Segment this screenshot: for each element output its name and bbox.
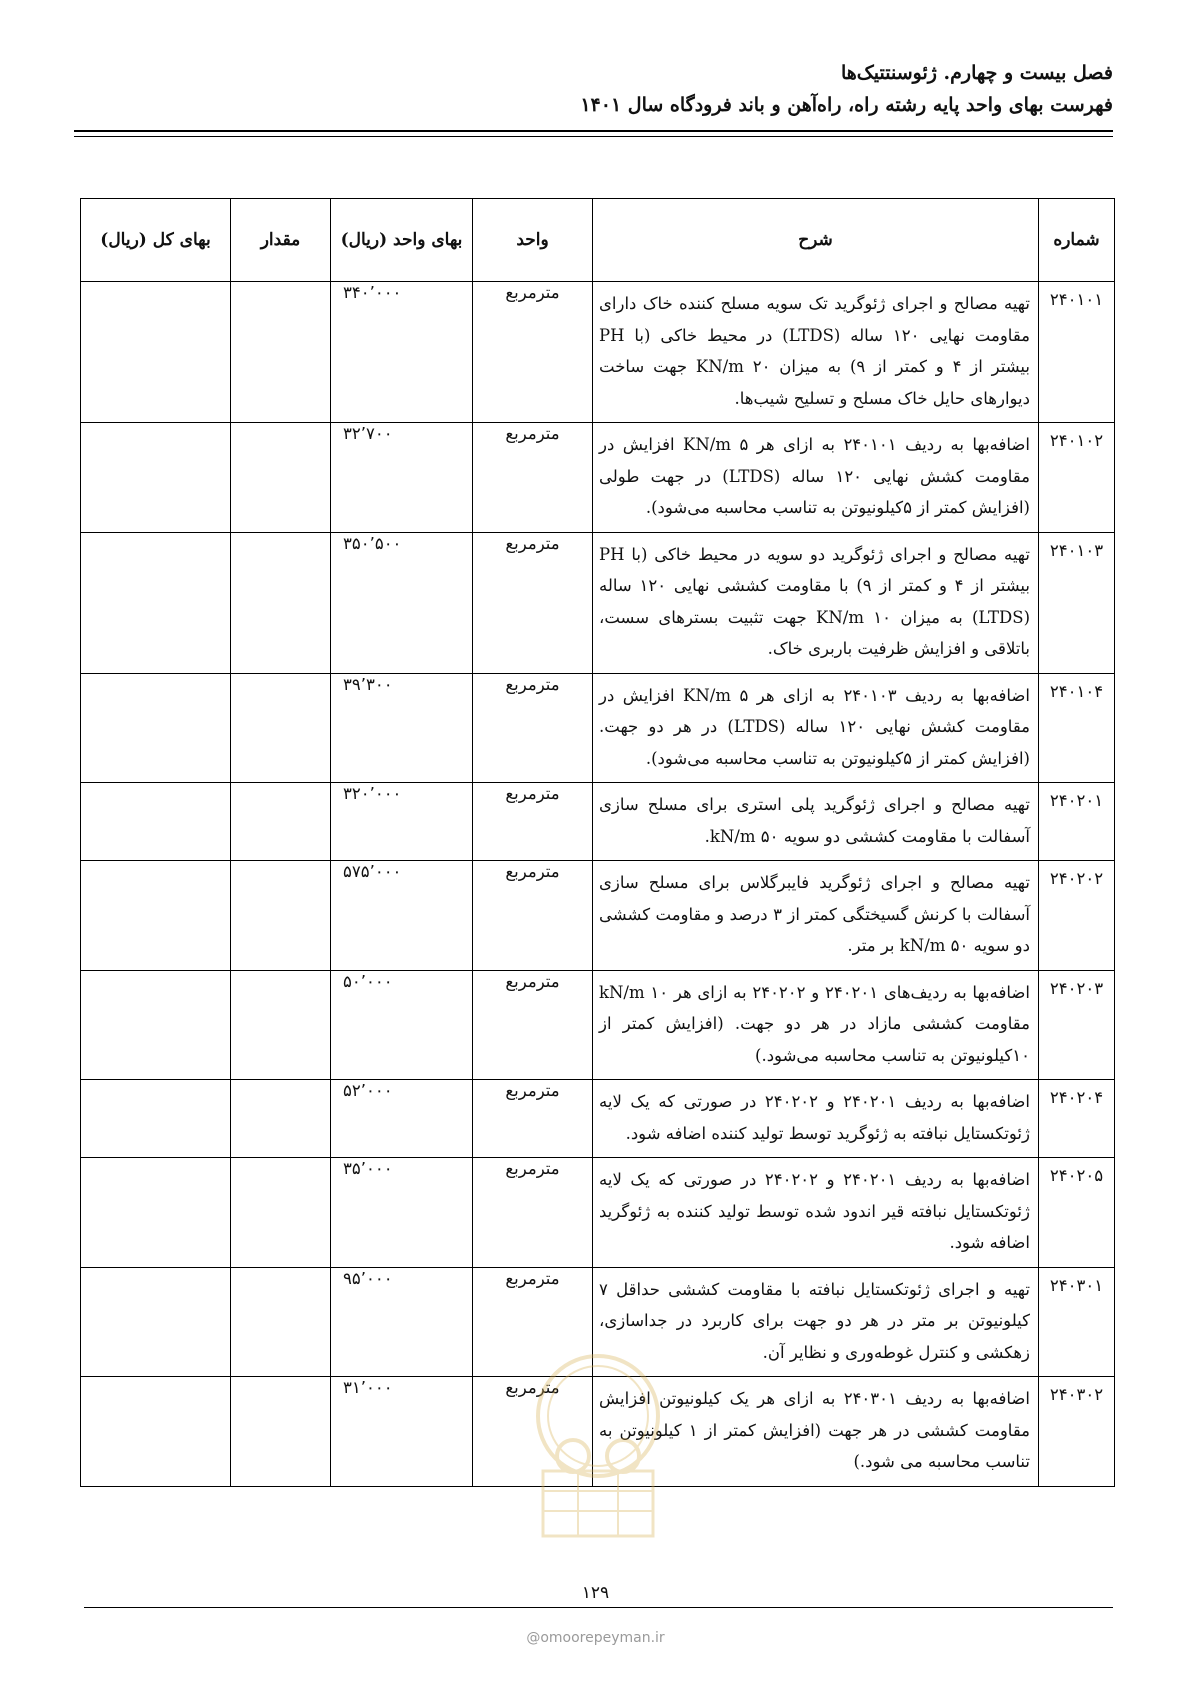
row-number: ۲۴۰۱۰۲ <box>1039 423 1115 533</box>
row-unit: مترمربع <box>473 673 593 783</box>
row-unit: مترمربع <box>473 861 593 971</box>
row-unit-price: ۳۵۰٬۵۰۰ <box>331 532 473 673</box>
row-quantity <box>231 1377 331 1487</box>
row-unit: مترمربع <box>473 532 593 673</box>
row-quantity <box>231 1267 331 1377</box>
column-header-description: شرح <box>593 199 1039 282</box>
row-unit: مترمربع <box>473 1158 593 1268</box>
row-number: ۲۴۰۲۰۱ <box>1039 783 1115 861</box>
row-unit-price: ۳۵٬۰۰۰ <box>331 1158 473 1268</box>
row-description: اضافه‌بها به ردیف‌های ۲۴۰۲۰۱ و ۲۴۰۲۰۲ به ازای هر ۱۰ kN/m مقاومت کششی مازاد در هر دو جهت. (افزایش کمتر از ۱۰کیلونیوتن به تناسب محاسبه می‌شود.) <box>593 970 1039 1080</box>
header-rule-thin <box>74 136 1113 137</box>
header-rule-thick <box>74 130 1113 132</box>
row-unit-price: ۳۴۰٬۰۰۰ <box>331 282 473 423</box>
row-description: تهیه مصالح و اجرای ژئوگرید تک سویه مسلح کننده خاک دارای مقاومت نهایی ۱۲۰ ساله (LTDS) در محیط خاکی (با PH بیشتر از ۴ و کمتر از ۹) به میزان ۲۰ KN/m جهت ساخت دیوارهای حایل خاک مسلح و تسلیح شیب‌ها. <box>593 282 1039 423</box>
row-unit: مترمربع <box>473 423 593 533</box>
row-quantity <box>231 783 331 861</box>
row-total-price <box>81 673 231 783</box>
row-quantity <box>231 673 331 783</box>
row-quantity <box>231 423 331 533</box>
row-unit-price: ۳۹٬۳۰۰ <box>331 673 473 783</box>
row-number: ۲۴۰۲۰۳ <box>1039 970 1115 1080</box>
row-quantity <box>231 282 331 423</box>
table-header-row <box>81 199 1115 282</box>
row-number: ۲۴۰۱۰۳ <box>1039 532 1115 673</box>
chapter-title: فصل بیست و چهارم. ژئوسنتتیک‌ها <box>840 62 1113 84</box>
row-description: تهیه مصالح و اجرای ژئوگرید دو سویه در محیط خاکی (با PH بیشتر از ۴ و کمتر از ۹) با مقاومت کششی نهایی ۱۲۰ ساله (LTDS) به میزان ۱۰ KN/m جهت تثبیت بسترهای سست، باتلاقی و افزایش ظرفیت باربری خاک. <box>593 532 1039 673</box>
row-quantity <box>231 861 331 971</box>
column-header-quantity: مقدار <box>231 199 331 282</box>
row-number: ۲۴۰۳۰۲ <box>1039 1377 1115 1487</box>
row-total-price <box>81 783 231 861</box>
row-unit-price: ۳۲٬۷۰۰ <box>331 423 473 533</box>
table-body <box>81 282 1115 1487</box>
row-unit-price: ۳۱٬۰۰۰ <box>331 1377 473 1487</box>
page-number: ۱۲۹ <box>581 1583 610 1603</box>
row-unit: مترمربع <box>473 1377 593 1487</box>
table-row <box>81 423 1115 533</box>
row-description: اضافه‌بها به ردیف ۲۴۰۳۰۱ به ازای هر یک کیلونیوتن افزایش مقاومت کششی در هر جهت (افزایش کمتر از ۱ کیلونیوتن به تناسب محاسبه می شود.) <box>593 1377 1039 1487</box>
row-unit-price: ۵۰٬۰۰۰ <box>331 970 473 1080</box>
row-description: اضافه‌بها به ردیف ۲۴۰۲۰۱ و ۲۴۰۲۰۲ در صورتی که یک لایه ژئوتکستایل نبافته قیر اندود شده توسط تولید کننده به ژئوگرید اضافه شود. <box>593 1158 1039 1268</box>
row-total-price <box>81 1377 231 1487</box>
page-header <box>73 58 1113 120</box>
row-quantity <box>231 1080 331 1158</box>
row-description: اضافه‌بها به ردیف ۲۴۰۱۰۳ به ازای هر ۵ KN/m افزایش در مقاومت کشش نهایی ۱۲۰ ساله (LTDS) در هر دو جهت. (افزایش کمتر از ۵کیلونیوتن به تناسب محاسبه می‌شود). <box>593 673 1039 783</box>
row-unit: مترمربع <box>473 1267 593 1377</box>
row-unit-price: ۳۲۰٬۰۰۰ <box>331 783 473 861</box>
row-quantity <box>231 532 331 673</box>
row-unit: مترمربع <box>473 970 593 1080</box>
price-table <box>80 198 1115 1487</box>
table-row <box>81 282 1115 423</box>
table-row <box>81 970 1115 1080</box>
column-header-number: شماره <box>1039 199 1115 282</box>
row-number: ۲۴۰۲۰۵ <box>1039 1158 1115 1268</box>
seal-watermark-icon <box>513 1346 683 1546</box>
row-quantity <box>231 1158 331 1268</box>
row-total-price <box>81 532 231 673</box>
row-total-price <box>81 282 231 423</box>
watermark-text: @omoorepeyman.ir <box>526 1630 665 1646</box>
row-total-price <box>81 1158 231 1268</box>
row-total-price <box>81 423 231 533</box>
footer-rule <box>84 1607 1113 1608</box>
row-number: ۲۴۰۲۰۲ <box>1039 861 1115 971</box>
document-subtitle: فهرست بهای واحد پایه رشته راه، راه‌آهن و باند فرودگاه سال ۱۴۰۱ <box>580 94 1113 116</box>
table-row <box>81 673 1115 783</box>
column-header-total-price: بهای کل (ریال) <box>81 199 231 282</box>
row-total-price <box>81 1080 231 1158</box>
column-header-unit: واحد <box>473 199 593 282</box>
row-quantity <box>231 970 331 1080</box>
table-row <box>81 783 1115 861</box>
row-description: تهیه مصالح و اجرای ژئوگرید پلی استری برای مسلح سازی آسفالت با مقاومت کششی دو سویه ۵۰ kN/m. <box>593 783 1039 861</box>
row-unit: مترمربع <box>473 282 593 423</box>
table-row <box>81 1158 1115 1268</box>
row-number: ۲۴۰۲۰۴ <box>1039 1080 1115 1158</box>
row-unit: مترمربع <box>473 783 593 861</box>
row-total-price <box>81 1267 231 1377</box>
row-total-price <box>81 861 231 971</box>
row-number: ۲۴۰۱۰۱ <box>1039 282 1115 423</box>
table-row <box>81 861 1115 971</box>
row-description: اضافه‌بها به ردیف ۲۴۰۱۰۱ به ازای هر ۵ KN/m افزایش در مقاومت کشش نهایی ۱۲۰ ساله (LTDS) در جهت طولی (افزایش کمتر از ۵کیلونیوتن به تناسب محاسبه می‌شود). <box>593 423 1039 533</box>
row-unit-price: ۹۵٬۰۰۰ <box>331 1267 473 1377</box>
row-number: ۲۴۰۳۰۱ <box>1039 1267 1115 1377</box>
row-total-price <box>81 970 231 1080</box>
row-description: اضافه‌بها به ردیف ۲۴۰۲۰۱ و ۲۴۰۲۰۲ در صورتی که یک لایه ژئوتکستایل نبافته به ژئوگرید توسط تولید کننده اضافه شود. <box>593 1080 1039 1158</box>
column-header-unit-price: بهای واحد (ریال) <box>331 199 473 282</box>
row-description: تهیه و اجرای ژئوتکستایل نبافته با مقاومت کششی حداقل ۷ کیلونیوتن بر متر در هر دو جهت برای کاربرد در جداسازی، زهکشی و کنترل غوطه‌وری و نظایر آن. <box>593 1267 1039 1377</box>
row-description: تهیه مصالح و اجرای ژئوگرید فایبرگلاس برای مسلح سازی آسفالت با کرنش گسیختگی کمتر از ۳ درصد و مقاومت کششی دو سویه ۵۰ kN/m بر متر. <box>593 861 1039 971</box>
row-unit-price: ۵۷۵٬۰۰۰ <box>331 861 473 971</box>
table-row <box>81 1080 1115 1158</box>
row-number: ۲۴۰۱۰۴ <box>1039 673 1115 783</box>
row-unit: مترمربع <box>473 1080 593 1158</box>
table-row <box>81 532 1115 673</box>
row-unit-price: ۵۲٬۰۰۰ <box>331 1080 473 1158</box>
